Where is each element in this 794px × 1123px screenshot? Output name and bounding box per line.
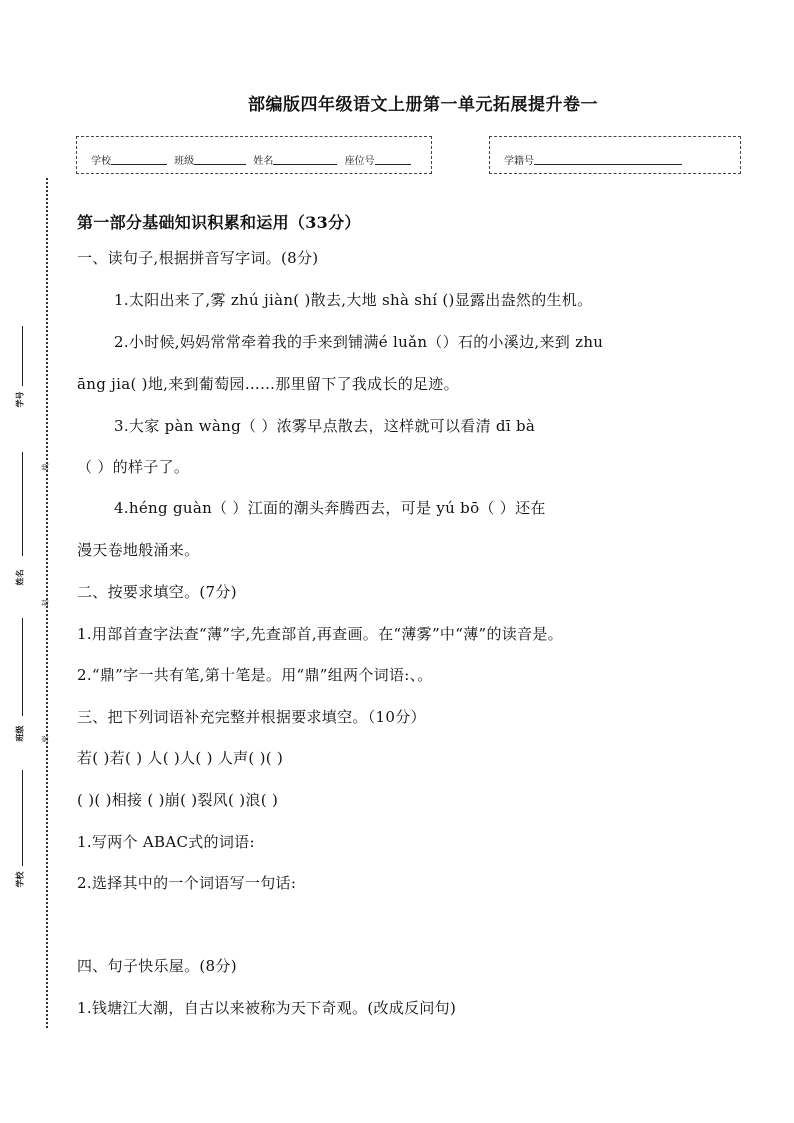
q2-line-1: 1.用部首查字法查“薄”字,先查部首,再查画。在“薄雾”中“薄”的读音是。: [77, 625, 563, 643]
q4-heading: 四、句子快乐屋。(8分): [77, 957, 237, 975]
q3-line-4: 2.选择其中的一个词语写一句话:: [77, 874, 297, 892]
class-label: 班级: [174, 156, 195, 167]
q1-line-2: 2.小时候,妈妈常常牵着我的手来到铺满é luǎn（）石的小溪边,来到 zhu: [114, 333, 604, 351]
seal-char-secret: 密: [41, 735, 50, 743]
school-field[interactable]: [91, 152, 167, 167]
side-underline-school[interactable]: [22, 770, 23, 866]
student-info-box: [76, 136, 432, 174]
page-title: 部编版四年级语文上册第一单元拓展提升卷一: [248, 95, 598, 115]
name-label: 姓名: [253, 156, 274, 167]
q3-line-3: 1.写两个 ABAC式的词语:: [77, 833, 255, 851]
student-id-box: [489, 136, 741, 174]
class-field[interactable]: [174, 152, 246, 167]
side-label-name: 姓名: [15, 569, 25, 586]
student-id-field[interactable]: [504, 152, 682, 167]
seal-char-seal: 封: [41, 599, 50, 607]
side-label-student-no: 学号: [15, 391, 25, 408]
q2-line-2: 2.“鼎”字一共有笔,第十笔是。用“鼎”组两个词语:、。: [77, 666, 433, 684]
q1-line-4: 3.大家 pàn wàng（ ）浓雾早点散去，这样就可以看清 dī bà: [114, 417, 536, 435]
q1-line-3: āng jia( )地,来到葡萄园……那里留下了我成长的足迹。: [77, 375, 459, 393]
part1-heading: 第一部分基础知识积累和运用（33分）: [77, 213, 361, 232]
q3-line-2: ( )( )相接 ( )崩( )裂风( )浪( ): [77, 791, 279, 809]
q1-line-7: 漫天卷地般涌来。: [77, 541, 200, 559]
seat-field[interactable]: [345, 152, 411, 167]
side-underline-student-no[interactable]: [22, 326, 23, 386]
student-id-label: 学籍号: [504, 156, 534, 167]
seal-char-line: 线: [41, 463, 50, 471]
name-field[interactable]: [253, 152, 337, 167]
side-label-school: 学校: [15, 871, 25, 888]
q1-line-6: 4.héng guàn（ ）江面的潮头奔腾西去，可是 yú bō（ ）还在: [114, 499, 546, 517]
q3-line-1: 若( )若( ) 人( )人( ) 人声( )( ): [77, 749, 284, 767]
side-underline-name[interactable]: [22, 452, 23, 556]
q3-heading: 三、把下列词语补充完整并根据要求填空。（10分）: [77, 708, 426, 726]
q2-heading: 二、按要求填空。(7分): [77, 583, 237, 601]
q1-line-1: 1.太阳出来了,雾 zhú jiàn( )散去,大地 shà shí ()显露出盎然的生机。: [114, 291, 593, 309]
seat-label: 座位号: [344, 156, 375, 167]
side-label-class: 班级: [15, 725, 25, 742]
q1-line-5: （ ）的样子了。: [77, 458, 190, 476]
side-underline-class[interactable]: [22, 618, 23, 716]
q1-heading: 一、读句子,根据拼音写字词。(8分): [77, 249, 319, 267]
q4-line-1: 1.钱塘江大潮，自古以来被称为天下奇观。(改成反问句): [77, 999, 457, 1017]
school-label: 学校: [91, 156, 111, 167]
